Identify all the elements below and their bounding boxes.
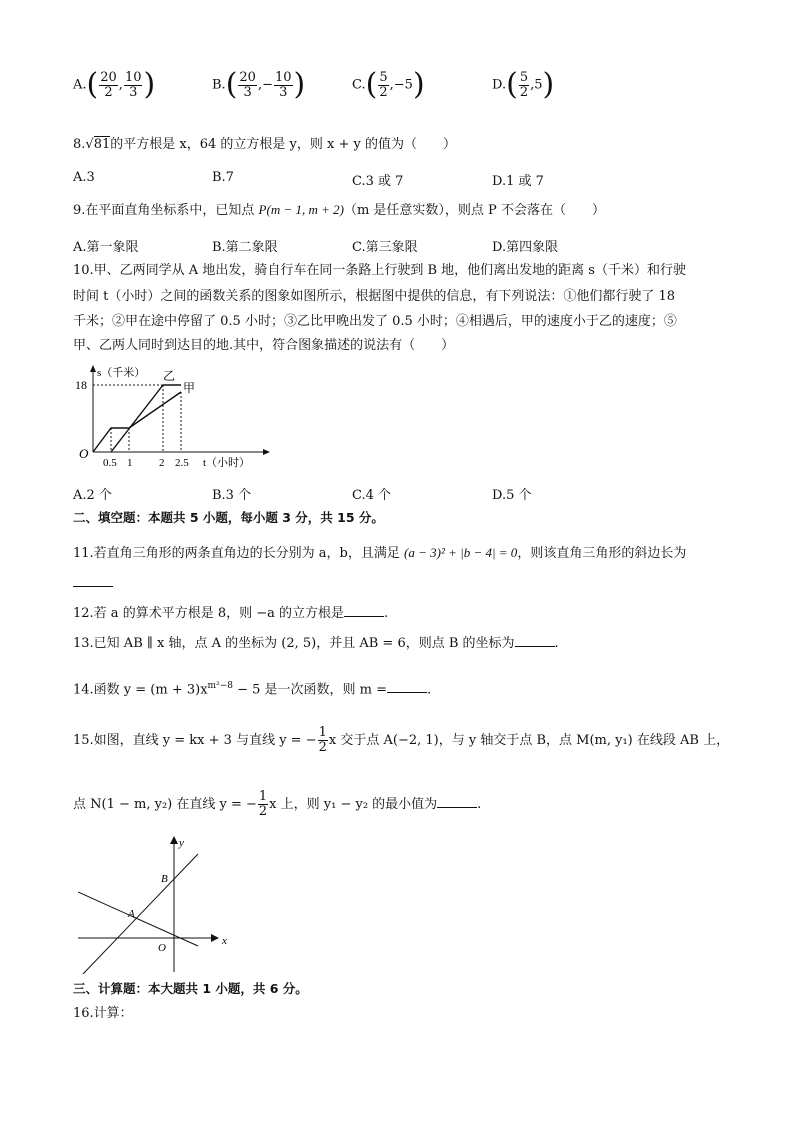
x-axis-label: t（小时） bbox=[203, 457, 251, 469]
q8-option-d: D.1 或 7 bbox=[492, 174, 544, 189]
question-15-line-2: 点 N(1 − m, y₂) 在直线 y = − $\frac{1}{2}$ x 上，则 y₁ − y₂ 的最小值为 . bbox=[73, 789, 482, 819]
x-tick-2-5: 2.5 bbox=[175, 457, 189, 469]
question-10-line-3: 千米；②甲在途中停留了 0.5 小时；③乙比甲晚出发了 0.5 小时；④相遇后，甲的速度小于乙的速度；⑤ bbox=[73, 314, 677, 329]
question-8: 8.√81的平方根是 x，64 的立方根是 y，则 x + y 的值为（ ） bbox=[73, 137, 456, 152]
question-10-line-4: 甲、乙两人同时到达目的地.其中，符合图象描述的说法有（ ） bbox=[73, 338, 455, 353]
q7-option-a: A.( $\frac{20}{2}$ , $\frac{10}{3}$ ) bbox=[73, 67, 156, 102]
line-yi bbox=[111, 385, 163, 452]
q10-option-b: B.3 个 bbox=[212, 488, 252, 503]
label-yi: 乙 bbox=[163, 369, 176, 383]
question-14: 14.函数 $y = (m + 3)x^{m^2-8} - 5$ 是一次函数，则 m = . bbox=[73, 681, 432, 698]
q8-option-a: A.3 bbox=[73, 170, 95, 185]
y-axis-label: y bbox=[179, 837, 184, 849]
q12-answer-blank[interactable] bbox=[344, 604, 384, 617]
distance-time-graph bbox=[73, 362, 273, 472]
question-10-line-2: 时间 t（小时）之间的函数关系的图象如图所示，根据图中提供的信息，有下列说法：①他们都行驶了 18 bbox=[73, 289, 676, 304]
sqrt-symbol: √ bbox=[85, 137, 94, 152]
y-axis-label: s（千米） bbox=[97, 367, 146, 379]
question-13: 13.已知 AB ∥ x 轴，点 A 的坐标为 (2, 5)，并且 AB = 6，则点 B 的坐标为 . bbox=[73, 636, 559, 651]
q9-option-c: C.第三象限 bbox=[352, 240, 418, 255]
question-15-line-1: 15.如图，直线 y = kx + 3 与直线 y = − $\frac{1}{2}$ x 交于点 A(−2, 1)，与 y 轴交于点 B，点 M(m, y₁) 在线段 AB 上， bbox=[73, 725, 730, 755]
label-jia: 甲 bbox=[183, 381, 196, 395]
q7-option-d: D.( $\frac{5}{2}$ ,5) bbox=[492, 67, 555, 102]
section-3-heading: 三、计算题：本大题共 1 小题，共 6 分。 bbox=[73, 981, 308, 996]
q14-answer-blank[interactable] bbox=[387, 680, 427, 693]
x-tick-0-5: 0.5 bbox=[103, 457, 117, 469]
question-10-line-1: 10.甲、乙两同学从 A 地出发，骑自行车在同一条路上行驶到 B 地，他们离出发地的距离 s（千米）和行驶 bbox=[73, 263, 686, 278]
point-a-label: A bbox=[128, 908, 135, 920]
lines-intersection-graph bbox=[78, 834, 238, 974]
origin-label: O bbox=[79, 446, 89, 461]
question-16: 16.计算： bbox=[73, 1006, 133, 1021]
q15-answer-blank[interactable] bbox=[437, 795, 477, 808]
q13-answer-blank[interactable] bbox=[515, 634, 555, 647]
q10-option-d: D.5 个 bbox=[492, 488, 532, 503]
y-tick-18: 18 bbox=[75, 378, 87, 392]
x-tick-2: 2 bbox=[159, 457, 165, 469]
q9-option-d: D.第四象限 bbox=[492, 240, 559, 255]
q9-option-b: B.第二象限 bbox=[212, 240, 278, 255]
q8-option-c: C.3 或 7 bbox=[352, 174, 404, 189]
origin-label: O bbox=[158, 942, 166, 954]
line-kx-plus-3 bbox=[83, 854, 198, 974]
section-2-heading: 二、填空题：本题共 5 小题，每小题 3 分，共 15 分。 bbox=[73, 510, 384, 525]
x-axis-label: x bbox=[222, 935, 227, 947]
point-b-label: B bbox=[161, 873, 168, 885]
q10-option-c: C.4 个 bbox=[352, 488, 392, 503]
q7-option-c: C.( $\frac{5}{2}$ ,−5) bbox=[352, 67, 425, 102]
q9-option-a: A.第一象限 bbox=[73, 240, 139, 255]
q11-answer-blank[interactable] bbox=[73, 574, 113, 593]
q8-option-b: B.7 bbox=[212, 170, 234, 185]
q7-option-b: B.( $\frac{20}{3}$ ,− $\frac{10}{3}$ ) bbox=[212, 67, 306, 102]
q10-option-a: A.2 个 bbox=[73, 488, 112, 503]
question-9: 9.在平面直角坐标系中，已知点 P(m − 1, m + 2)（m 是任意实数），则点 P 不会落在（ ） bbox=[73, 202, 605, 218]
question-11: 11.若直角三角形的两条直角边的长分别为 a，b，且满足 (a − 3)² + |b − 4| = 0，则该直角三角形的斜边长为 bbox=[73, 545, 687, 561]
x-tick-1: 1 bbox=[127, 457, 133, 469]
line-jia bbox=[93, 392, 181, 452]
question-12: 12.若 a 的算术平方根是 8，则 −a 的立方根是 . bbox=[73, 606, 389, 621]
